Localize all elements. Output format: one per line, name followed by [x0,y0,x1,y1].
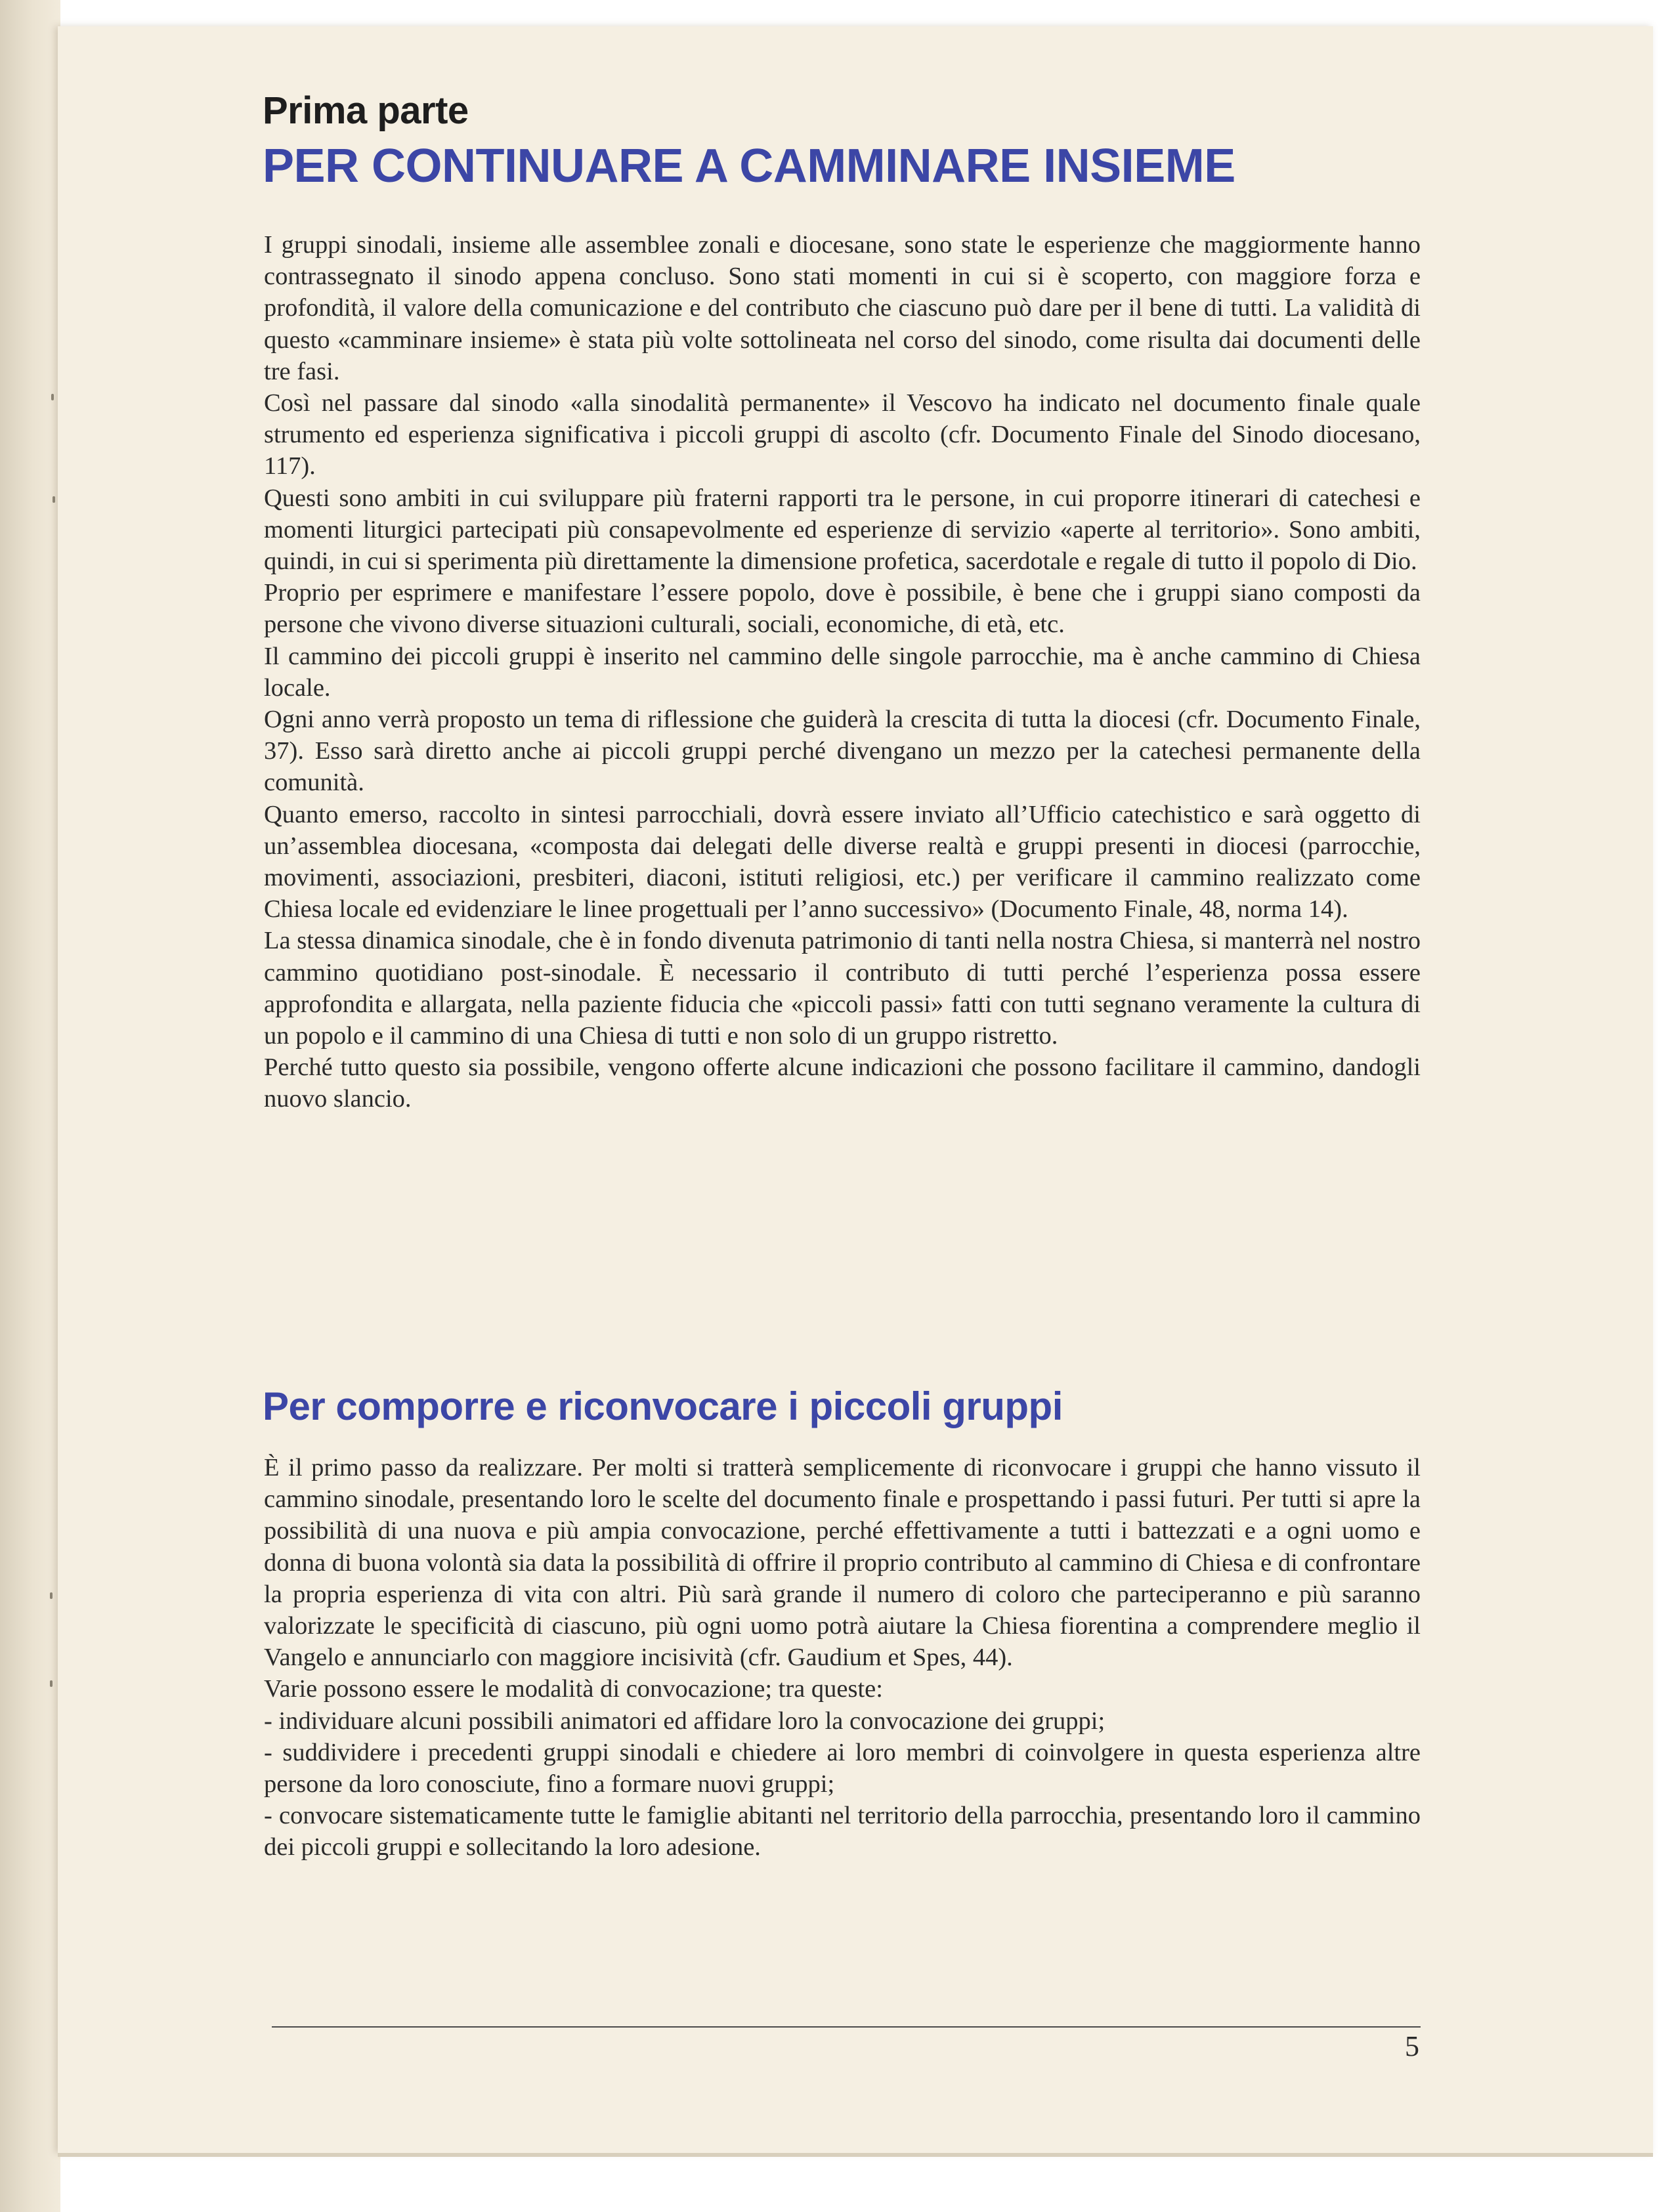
binding-edge [0,0,60,2212]
paper-speck [50,1592,53,1599]
paragraph: La stessa dinamica sinodale, che è in fondo divenuta patrimonio di tanti nella nostra Chiesa, si manterrà nel nostro cammino quotidiano post-sinodale. È necessario il contributo di tutti perché l’esperienza possa essere approfondita e allargata, nella paziente fiducia che «piccoli passi» fatti con tutti segnano veramente la cultura di un popolo e il cammino di una Chiesa di tutti e non solo di un gruppo ristretto. [264,927,1421,1050]
paragraph: Così nel passare dal sinodo «alla sinodalità permanente» il Vescovo ha indicato nel documento finale quale strumento ed esperienza significativa i piccoli gruppi di ascolto (cfr. Documento Finale del Sinodo diocesano, 117). [264,389,1421,480]
paragraph: Proprio per esprimere e manifestare l’essere popolo, dove è possibile, è bene che i gruppi siano composti da persone che vivono diverse situazioni culturali, sociali, economiche, di età, etc. [264,579,1421,639]
list-item: - convocare sistematicamente tutte le famiglie abitanti nel territorio della parrocchia, presentando loro il cammino dei piccoli gruppi e sollecitando la loro adesione. [264,1802,1421,1861]
page-number: 5 [1405,2030,1419,2062]
intro-text [264,229,1421,1115]
paragraph: Quanto emerso, raccolto in sintesi parrocchiali, dovrà essere inviato all’Ufficio catechistico e sarà oggetto di un’assemblea diocesana, «composta dai delegati delle diverse realtà e gruppi presenti in diocesi (parrocchie, movimenti, associazioni, presbiteri, diaconi, istituti religiosi, etc.) per verificare il cammino realizzato come Chiesa locale ed evidenziare le linee progettuali per l’anno successivo» (Documento Finale, 48, norma 14). [264,800,1421,924]
paper-speck [50,1680,53,1687]
paragraph: Perché tutto questo sia possibile, vengono offerte alcune indicazioni che possono facilitare il cammino, dandogli nuovo slancio. [264,1053,1421,1113]
page-title: PER CONTINUARE A CAMMINARE INSIEME [263,140,1235,192]
paper-speck [53,496,55,503]
page-bottom-edge [58,2153,1653,2157]
section-kicker: Prima parte [263,89,469,132]
paragraph: I gruppi sinodali, insieme alle assemblee zonali e diocesane, sono state le esperienze che maggiormente hanno contrassegnato il sinodo appena concluso. Sono stati momenti in cui si è scoperto, con maggiore forza e profondità, il valore della comunicazione e del contributo che ciascuno può dare per il bene di tutti. La validità di questo «camminare insieme» è stata più volte sottolineata nel corso del sinodo, come risulta dai documenti delle tre fasi. [264,231,1421,385]
section-text [264,1452,1421,1863]
list-item: - suddividere i precedenti gruppi sinodali e chiedere ai loro membri di coinvolgere in questa esperienza altre persone da loro conosciute, fino a formare nuovi gruppi; [264,1738,1421,1798]
paragraph: È il primo passo da realizzare. Per molti si tratterà semplicemente di riconvocare i gruppi che hanno vissuto il cammino sinodale, presentando loro le scelte del documento finale e prospettando i passi futuri. Per tutti si apre la possibilità di una nuova e più ampia convocazione, perché effettivamente a tutti i battezzati e a ogni uomo e donna di buona volontà sia data la possibilità di offrire il proprio contributo al cammino di Chiesa e di confrontare la propria esperienza di vita con altri. Più sarà grande il numero di coloro che parteciperanno e più saranno valorizzate le specificità di ciascuno, più ogni uomo potrà aiutare la Chiesa fiorentina a comprendere meglio il Vangelo e annunciarlo con maggiore incisività (cfr. Gaudium et Spes, 44). [264,1454,1421,1672]
paragraph: Varie possono essere le modalità di convocazione; tra queste: [264,1675,883,1703]
list-item: - individuare alcuni possibili animatori ed affidare loro la convocazione dei gruppi; [264,1707,1105,1735]
paragraph: Ogni anno verrà proposto un tema di riflessione che guiderà la crescita di tutta la diocesi (cfr. Documento Finale, 37). Esso sarà diretto anche ai piccoli gruppi perché divengano un mezzo per la catechesi permanente della comunità. [264,706,1421,797]
paper-speck [51,394,54,400]
paragraph: Il cammino dei piccoli gruppi è inserito nel cammino delle singole parrocchie, ma è anche cammino di Chiesa locale. [264,642,1421,702]
footer-rule [272,2026,1421,2028]
section-heading: Per comporre e riconvocare i piccoli gruppi [263,1384,1063,1428]
paragraph: Questi sono ambiti in cui sviluppare più fraterni rapporti tra le persone, in cui proporre itinerari di catechesi e momenti liturgici partecipati più consapevolmente ed esperienze di servizio «aperte al territorio». Sono ambiti, quindi, in cui si sperimenta più direttamente la dimensione profetica, sacerdotale e regale di tutto il popolo di Dio. [264,484,1421,576]
